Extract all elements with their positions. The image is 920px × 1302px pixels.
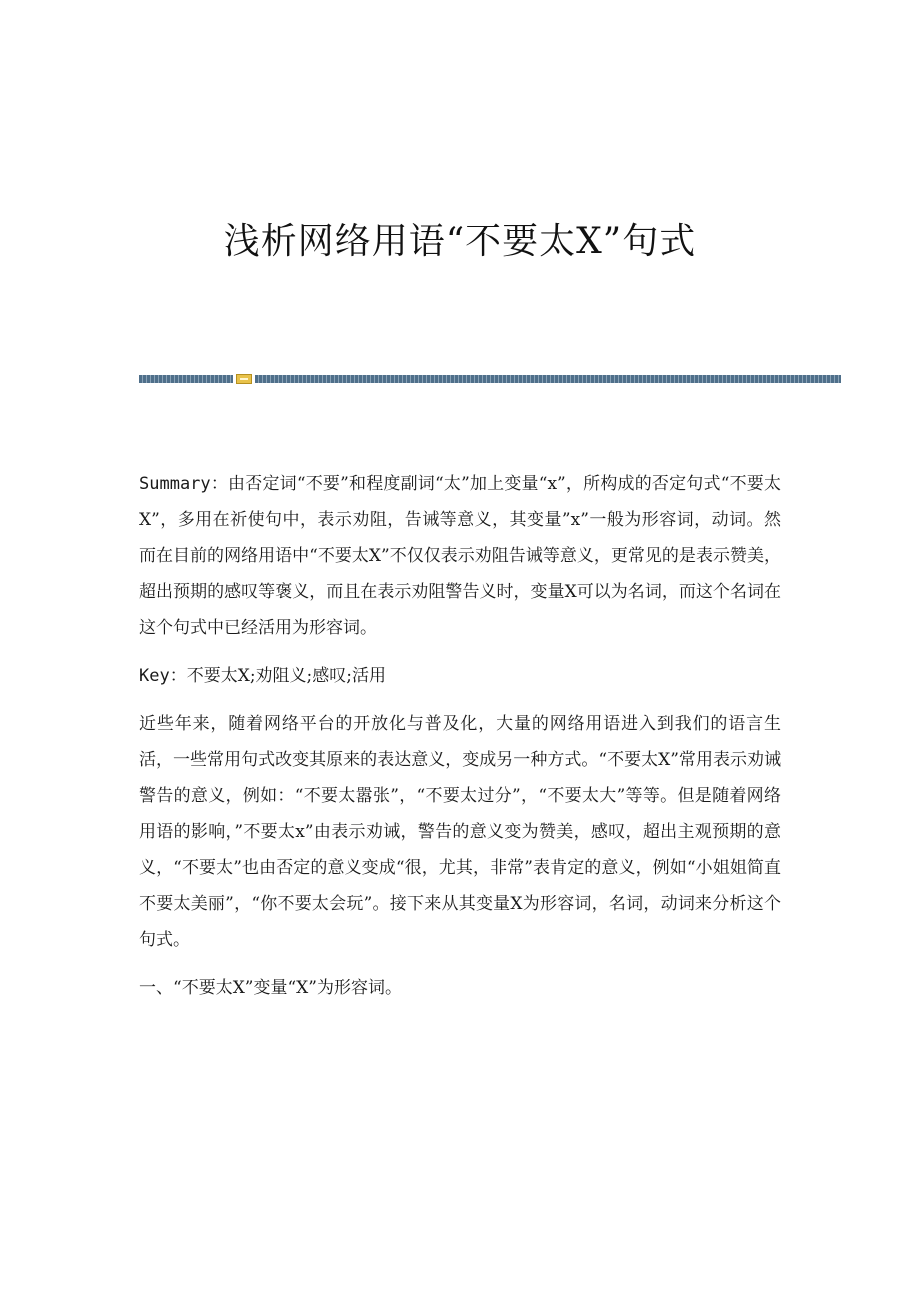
document-body (139, 466, 781, 1018)
summary-paragraph (139, 466, 781, 646)
divider-ornament-icon (236, 374, 252, 384)
keywords-label: Key： (139, 666, 187, 686)
section-heading: 一、“不要太X”变量“X”为形容词。 (139, 978, 402, 998)
keywords-paragraph (139, 658, 781, 694)
intro-paragraph: 近些年来，随着网络平台的开放化与普及化，大量的网络用语进入到我们的语言生活，一些常用句式改变其原来的表达意义，变成另一种方式。“不要太X”常用表示劝诫警告的意义，例如：“不要太嚣张”，“不要太过分”，“不要太大”等等。但是随着网络用语的影响，”不要太x”由表示劝诫，警告的意义变为赞美，感叹，超出主观预期的意义，“不要太”也由否定的意义变成“很，尤其，非常”表肯定的意义，例如“小姐姐简直不要太美丽”，“你不要太会玩”。接下来从其变量X为形容词，名词，动词来分析这个句式。 (139, 714, 781, 950)
document-title: 浅析网络用语“不要太X”句式 (223, 221, 697, 262)
summary-label: Summary： (139, 474, 229, 494)
divider-bar-left (139, 375, 233, 383)
summary-text: 由否定词“不要”和程度副词“太”加上变量“x”，所构成的否定句式“不要太X”，多用在祈使句中，表示劝阻，告诫等意义，其变量”x”一般为形容词，动词。然而在目前的网络用语中“不要太X”不仅仅表示劝阻告诫等意义，更常见的是表示赞美，超出预期的感叹等褒义，而且在表示劝阻警告义时，变量X可以为名词，而这个名词在这个句式中已经活用为形容词。 (139, 474, 781, 638)
keywords-text: 不要太X;劝阻义;感叹;活用 (186, 666, 387, 686)
title-divider (139, 374, 841, 384)
divider-bar-right (255, 375, 841, 383)
